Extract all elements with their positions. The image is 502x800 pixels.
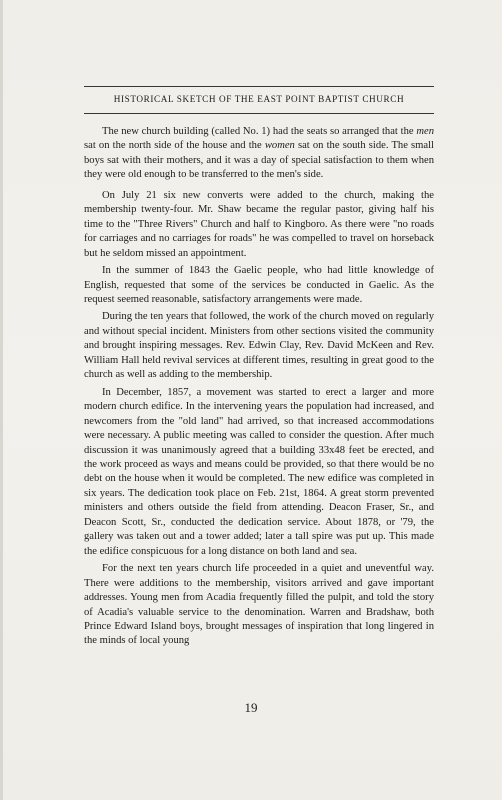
italic-women: women — [264, 140, 295, 152]
body-text — [84, 125, 434, 652]
header-rule-bottom — [84, 113, 434, 114]
paragraph-5: In December, 1857, a movement was started to erect a larger and more modern church edifice. In the intervening years the population had increased, and newcomers from the "old land" had arrived, so that increased accommodations were necessary. A public meeting was called to consider the question. After much discussion it was unanimously agreed that a building 33x48 feet be erected, and the work proceed as ways and means could be provided, so that there would be no debt on the house when it would be completed. The new edifice was completed in six years. The dedication took place on Feb. 21st, 1864. A great storm prevented ministers and others outside the field from attending. Deacon Fraser, Sr., and Deacon Scott, Sr., conducted the dedication service. About 1878, or '79, the gallery was taken out and a tower added; later a tall spire was put up. This made the edifice conspicuous for a long distance on both land and sea. — [84, 386, 434, 557]
running-head: HISTORICAL SKETCH OF THE EAST POINT BAPTIST CHURCH — [113, 94, 405, 104]
paragraph-4: During the ten years that followed, the work of the church moved on regularly and without special incident. Ministers from other sections visited the community and brought inspiring messages. Rev. Edwin Clay, Rev. David McKeen and Rev. William Hall held revival services at different times, resulting in great good to the church as well as adding to the membership. — [84, 311, 434, 381]
header-rule-top — [84, 86, 434, 87]
paragraph-1-part-3: sat on the south side. The small boys sat with their mothers, and it was a day of special satisfaction to them when they were old enough to be transferred to the men's side. — [84, 140, 435, 181]
paragraph-2: On July 21 six new converts were added to the church, making the membership twenty-four. Mr. Shaw became the regular pastor, giving half his time to the "Three Rivers" Church and half to Kingboro. As there were "no roads for carriages and no carriages for roads" he was compelled to travel on horseback but he seldom missed an appointment. — [84, 189, 434, 259]
page-number: 19 — [244, 700, 258, 715]
paragraph-6: For the next ten years church life proceeded in a quiet and uneventful way. There were additions to the membership, visitors arrived and gave important addresses. Young men from Acadia frequently filled the pulpit, and told the story of Acadia's valuable service to the denomination. Warren and Bradshaw, both Prince Edward Island boys, brought messages of inspiration that long lingered in the minds of local young — [84, 563, 434, 647]
paragraph-1-part-2: sat on the north side of the house and the — [84, 140, 265, 152]
page-edge — [0, 0, 3, 800]
paragraph-1 — [84, 125, 434, 183]
paragraph-1-part-1: The new church building (called No. 1) had the seats so arranged that the — [102, 126, 417, 137]
italic-men: men — [416, 126, 434, 137]
paragraph-3: In the summer of 1843 the Gaelic people, who had little knowledge of English, requested that some of the services be conducted in Gaelic. As the request seemed reasonable, satisfactory arrangements were made. — [84, 265, 434, 305]
